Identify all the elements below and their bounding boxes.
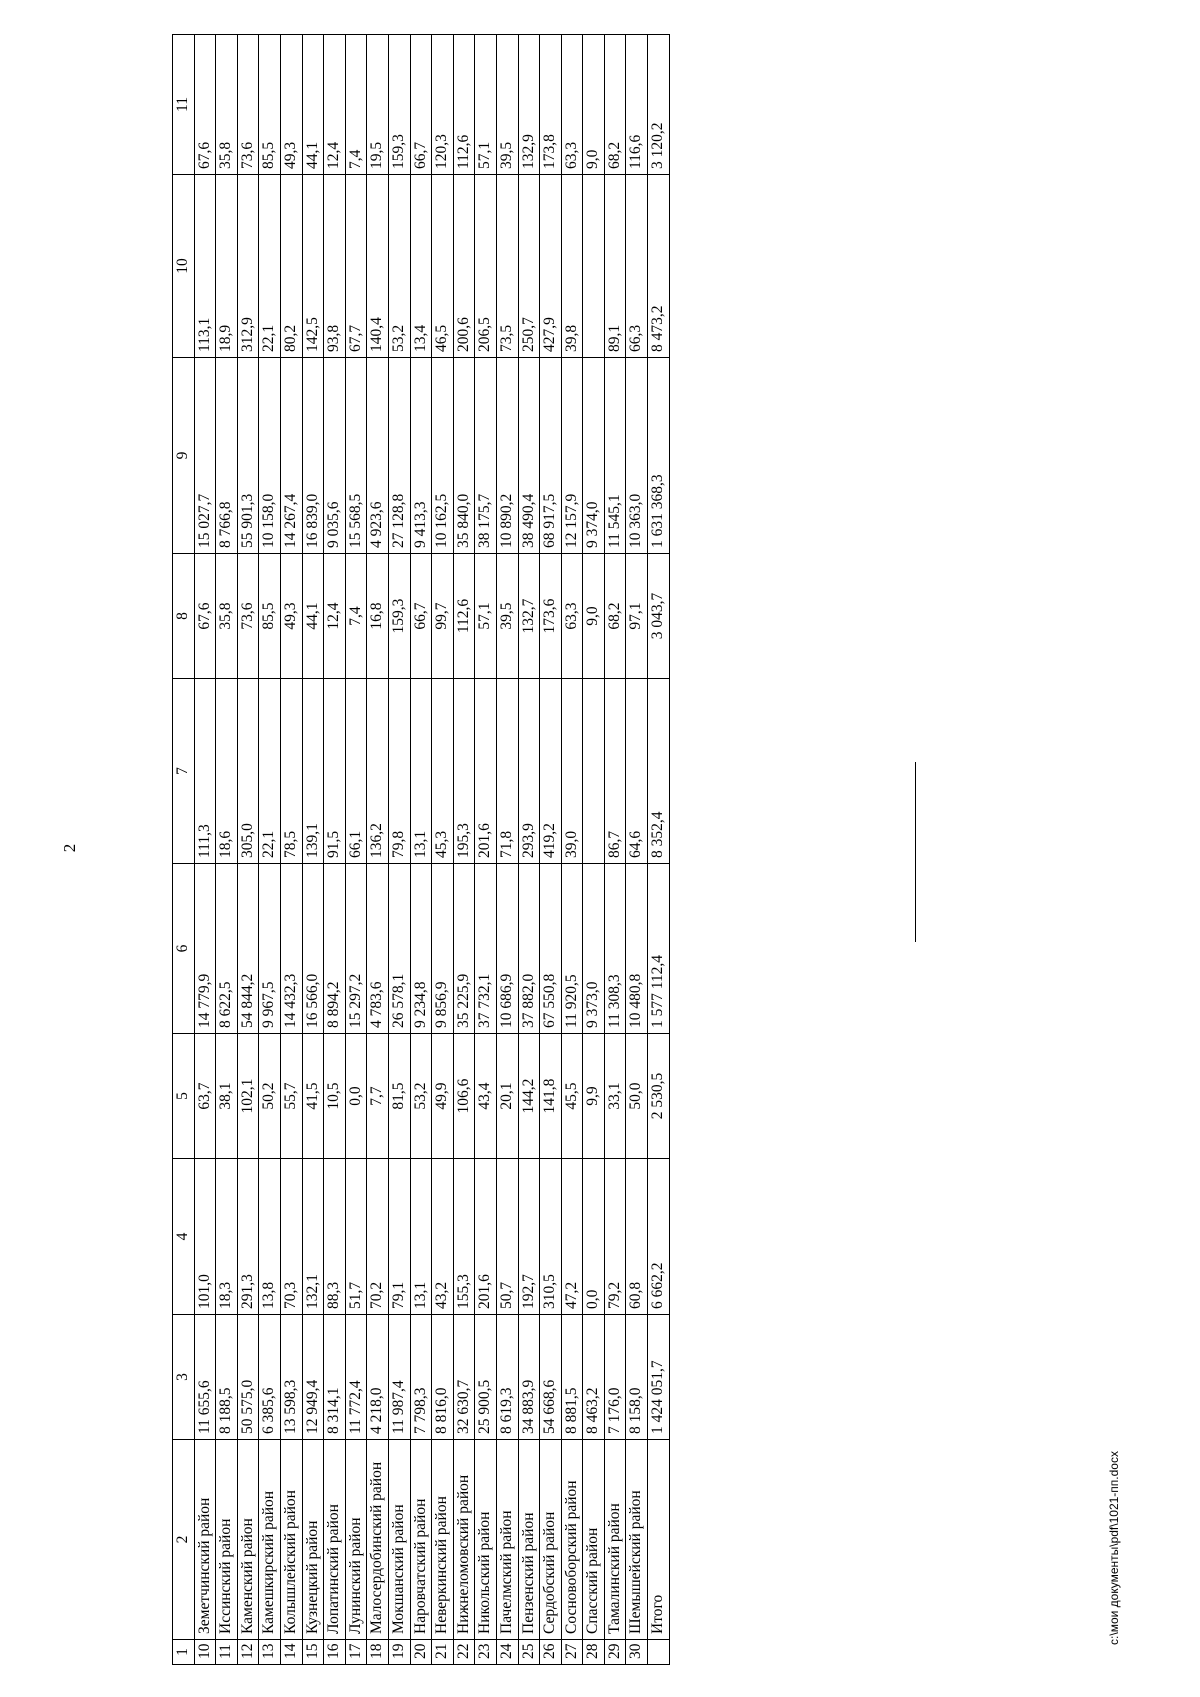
table-row [518,35,540,1665]
value-cell: 66,1 [345,679,367,864]
column-header: 7 [173,679,195,864]
value-cell: 60,8 [626,1159,648,1315]
value-cell: 201,6 [475,1159,497,1315]
column-header: 3 [173,1315,195,1440]
row-number-cell: 20 [410,1640,432,1665]
value-cell: 34 883,9 [518,1315,540,1440]
value-cell: 45,3 [432,679,454,864]
value-cell: 206,5 [475,175,497,358]
value-cell: 32 630,7 [453,1315,475,1440]
value-cell: 173,6 [540,554,562,679]
value-cell: 68 917,5 [540,358,562,554]
value-cell: 3 120,2 [648,35,670,175]
value-cell [583,679,605,864]
value-cell: 39,0 [561,679,583,864]
value-cell: 49,3 [280,35,302,175]
value-cell: 18,9 [216,175,238,358]
column-header: 6 [173,864,195,1034]
value-cell: 67 550,8 [540,864,562,1034]
value-cell: 79,2 [604,1159,626,1315]
value-cell: 86,7 [604,679,626,864]
table-row [367,35,389,1665]
table-row [237,35,259,1665]
table-row [345,35,367,1665]
value-cell: 132,7 [518,554,540,679]
value-cell: 78,5 [280,679,302,864]
value-cell: 26 578,1 [388,864,410,1034]
table-row [604,35,626,1665]
value-cell: 201,6 [475,679,497,864]
value-cell: 80,2 [280,175,302,358]
column-header: 1 [173,1640,195,1665]
value-cell: 8 188,5 [216,1315,238,1440]
row-number-cell: 21 [432,1640,454,1665]
value-cell: 11 545,1 [604,358,626,554]
value-cell: 13,1 [410,679,432,864]
row-number-cell: 10 [194,1640,216,1665]
value-cell: 144,2 [518,1034,540,1159]
value-cell: 112,6 [453,554,475,679]
value-cell: 66,7 [410,554,432,679]
table-row [475,35,497,1665]
value-cell: 35,8 [216,554,238,679]
value-cell: 16 566,0 [302,864,324,1034]
value-cell: 8 473,2 [648,175,670,358]
column-header: 5 [173,1034,195,1159]
row-number-cell: 15 [302,1640,324,1665]
value-cell: 312,9 [237,175,259,358]
value-cell: 39,5 [496,554,518,679]
district-name-cell: Сосновоборский район [561,1440,583,1640]
value-cell: 11 308,3 [604,864,626,1034]
table-row [540,35,562,1665]
value-cell: 93,8 [324,175,346,358]
value-cell: 45,5 [561,1034,583,1159]
district-name-cell: Мокшанский район [388,1440,410,1640]
value-cell: 22,1 [259,679,281,864]
value-cell: 47,2 [561,1159,583,1315]
data-table [172,34,670,1665]
value-cell: 9 373,0 [583,864,605,1034]
value-cell: 79,8 [388,679,410,864]
value-cell: 99,7 [432,554,454,679]
value-cell: 10 162,5 [432,358,454,554]
district-name-cell: Пачелмский район [496,1440,518,1640]
value-cell: 50 575,0 [237,1315,259,1440]
district-name-cell: Нижнеломовский район [453,1440,475,1640]
value-cell: 22,1 [259,175,281,358]
value-cell: 1 577 112,4 [648,864,670,1034]
value-cell: 11 772,4 [345,1315,367,1440]
value-cell: 7 176,0 [604,1315,626,1440]
district-name-cell: Тамалинский район [604,1440,626,1640]
table-row [216,35,238,1665]
district-name-cell: Колышлейский район [280,1440,302,1640]
value-cell: 57,1 [475,554,497,679]
value-cell: 1 424 051,7 [648,1315,670,1440]
value-cell: 10 686,9 [496,864,518,1034]
value-cell: 13,4 [410,175,432,358]
district-name-cell: Каменский район [237,1440,259,1640]
value-cell: 8 816,0 [432,1315,454,1440]
row-number-cell: 13 [259,1640,281,1665]
value-cell: 8 314,1 [324,1315,346,1440]
table-row [432,35,454,1665]
value-cell: 8 766,8 [216,358,238,554]
footnote-rule [915,762,916,942]
value-cell: 12 949,4 [302,1315,324,1440]
value-cell: 200,6 [453,175,475,358]
column-header: 11 [173,35,195,175]
column-header: 8 [173,554,195,679]
value-cell: 132,1 [302,1159,324,1315]
value-cell: 41,5 [302,1034,324,1159]
value-cell: 39,5 [496,35,518,175]
value-cell: 97,1 [626,554,648,679]
district-name-cell: Малосердобинский район [367,1440,389,1640]
value-cell: 293,9 [518,679,540,864]
row-number-cell: 11 [216,1640,238,1665]
value-cell: 8 619,3 [496,1315,518,1440]
value-cell: 7 798,3 [410,1315,432,1440]
value-cell: 38 175,7 [475,358,497,554]
value-cell: 12 157,9 [561,358,583,554]
value-cell: 49,9 [432,1034,454,1159]
district-name-cell: Шемышейский район [626,1440,648,1640]
value-cell: 38 490,4 [518,358,540,554]
value-cell: 8 894,2 [324,864,346,1034]
value-cell: 8 352,4 [648,679,670,864]
value-cell: 113,1 [194,175,216,358]
value-cell: 2 530,5 [648,1034,670,1159]
value-cell: 68,2 [604,554,626,679]
district-name-cell: Итого [648,1440,670,1640]
district-name-cell: Камешкирский район [259,1440,281,1640]
district-name-cell: Иссинский район [216,1440,238,1640]
value-cell [583,175,605,358]
value-cell: 39,8 [561,175,583,358]
row-number-cell: 28 [583,1640,605,1665]
district-name-cell: Лунинский район [345,1440,367,1640]
value-cell: 4 783,6 [367,864,389,1034]
row-number-cell: 27 [561,1640,583,1665]
value-cell: 33,1 [604,1034,626,1159]
value-cell: 51,7 [345,1159,367,1315]
value-cell: 67,7 [345,175,367,358]
row-number-cell: 19 [388,1640,410,1665]
value-cell: 63,3 [561,35,583,175]
value-cell: 10 158,0 [259,358,281,554]
district-name-cell: Кузнецкий район [302,1440,324,1640]
value-cell: 73,6 [237,35,259,175]
value-cell: 10,5 [324,1034,346,1159]
value-cell: 63,7 [194,1034,216,1159]
value-cell: 139,1 [302,679,324,864]
value-cell: 8 622,5 [216,864,238,1034]
district-name-cell: Лопатинский район [324,1440,346,1640]
row-number-cell: 22 [453,1640,475,1665]
value-cell: 15 297,2 [345,864,367,1034]
value-cell: 141,8 [540,1034,562,1159]
table-row [324,35,346,1665]
value-cell: 35 840,0 [453,358,475,554]
value-cell: 20,1 [496,1034,518,1159]
value-cell: 43,4 [475,1034,497,1159]
value-cell: 53,2 [388,175,410,358]
value-cell: 64,6 [626,679,648,864]
value-cell: 155,3 [453,1159,475,1315]
row-number-cell: 12 [237,1640,259,1665]
value-cell: 70,3 [280,1159,302,1315]
value-cell: 13,8 [259,1159,281,1315]
value-cell: 136,2 [367,679,389,864]
value-cell: 9,0 [583,35,605,175]
value-cell: 8 463,2 [583,1315,605,1440]
column-header: 4 [173,1159,195,1315]
row-number-cell: 29 [604,1640,626,1665]
value-cell: 9 035,6 [324,358,346,554]
value-cell: 25 900,5 [475,1315,497,1440]
column-header: 9 [173,358,195,554]
value-cell: 14 432,3 [280,864,302,1034]
value-cell: 9 413,3 [410,358,432,554]
value-cell: 46,5 [432,175,454,358]
value-cell: 49,3 [280,554,302,679]
value-cell: 16 839,0 [302,358,324,554]
value-cell: 6 662,2 [648,1159,670,1315]
value-cell: 13,1 [410,1159,432,1315]
value-cell: 140,4 [367,175,389,358]
value-cell: 305,0 [237,679,259,864]
value-cell: 50,0 [626,1034,648,1159]
value-cell: 11 655,6 [194,1315,216,1440]
value-cell: 91,5 [324,679,346,864]
value-cell: 54 668,6 [540,1315,562,1440]
value-cell: 50,2 [259,1034,281,1159]
value-cell: 35,8 [216,35,238,175]
value-cell: 73,5 [496,175,518,358]
district-name-cell: Сердобский район [540,1440,562,1640]
value-cell: 250,7 [518,175,540,358]
footer-file-path: c:\мои документы\pdf\1021-пп.docx [1107,1451,1121,1645]
district-name-cell: Земетчинский район [194,1440,216,1640]
table-row [280,35,302,1665]
district-name-cell: Пензенский район [518,1440,540,1640]
row-number-cell: 26 [540,1640,562,1665]
value-cell: 66,3 [626,175,648,358]
value-cell: 12,4 [324,554,346,679]
value-cell: 0,0 [583,1159,605,1315]
value-cell: 173,8 [540,35,562,175]
value-cell: 37 882,0 [518,864,540,1034]
value-cell: 70,2 [367,1159,389,1315]
value-cell: 18,6 [216,679,238,864]
value-cell: 19,5 [367,35,389,175]
table-row [626,35,648,1665]
value-cell: 142,5 [302,175,324,358]
value-cell: 79,1 [388,1159,410,1315]
value-cell: 120,3 [432,35,454,175]
value-cell: 38,1 [216,1034,238,1159]
table-total-row [648,35,670,1665]
value-cell: 159,3 [388,35,410,175]
value-cell: 0,0 [345,1034,367,1159]
value-cell: 88,3 [324,1159,346,1315]
value-cell: 1 631 368,3 [648,358,670,554]
value-cell: 18,3 [216,1159,238,1315]
value-cell: 310,5 [540,1159,562,1315]
district-name-cell: Никольский район [475,1440,497,1640]
value-cell: 13 598,3 [280,1315,302,1440]
value-cell: 102,1 [237,1034,259,1159]
value-cell: 6 385,6 [259,1315,281,1440]
table-row [410,35,432,1665]
table-header-row [173,35,195,1665]
value-cell: 85,5 [259,554,281,679]
value-cell: 27 128,8 [388,358,410,554]
value-cell: 427,9 [540,175,562,358]
data-table-container [172,35,670,1665]
table-row [453,35,475,1665]
value-cell: 111,3 [194,679,216,864]
value-cell: 9 967,5 [259,864,281,1034]
value-cell: 68,2 [604,35,626,175]
value-cell: 4 923,6 [367,358,389,554]
value-cell: 101,0 [194,1159,216,1315]
value-cell: 73,6 [237,554,259,679]
value-cell: 81,5 [388,1034,410,1159]
value-cell: 9,9 [583,1034,605,1159]
value-cell: 192,7 [518,1159,540,1315]
value-cell: 291,3 [237,1159,259,1315]
table-row [302,35,324,1665]
value-cell: 44,1 [302,554,324,679]
value-cell: 50,7 [496,1159,518,1315]
row-number-cell: 30 [626,1640,648,1665]
value-cell: 67,6 [194,554,216,679]
value-cell: 8 158,0 [626,1315,648,1440]
value-cell: 8 881,5 [561,1315,583,1440]
table-row [388,35,410,1665]
row-number-cell: 17 [345,1640,367,1665]
row-number-cell: 23 [475,1640,497,1665]
value-cell: 116,6 [626,35,648,175]
table-row [194,35,216,1665]
district-name-cell: Спасский район [583,1440,605,1640]
table-row [259,35,281,1665]
value-cell: 106,6 [453,1034,475,1159]
row-number-cell: 24 [496,1640,518,1665]
value-cell: 55,7 [280,1034,302,1159]
value-cell: 3 043,7 [648,554,670,679]
row-number-cell: 25 [518,1640,540,1665]
value-cell: 37 732,1 [475,864,497,1034]
value-cell: 15 568,5 [345,358,367,554]
value-cell: 66,7 [410,35,432,175]
value-cell: 11 920,5 [561,864,583,1034]
value-cell: 14 267,4 [280,358,302,554]
value-cell: 12,4 [324,35,346,175]
value-cell: 159,3 [388,554,410,679]
district-name-cell: Неверкинский район [432,1440,454,1640]
table-body [194,35,669,1665]
district-name-cell: Наровчатский район [410,1440,432,1640]
value-cell: 55 901,3 [237,358,259,554]
value-cell: 16,8 [367,554,389,679]
value-cell: 11 987,4 [388,1315,410,1440]
value-cell: 15 027,7 [194,358,216,554]
value-cell: 9 234,8 [410,864,432,1034]
column-header: 2 [173,1440,195,1640]
value-cell: 10 480,8 [626,864,648,1034]
value-cell: 71,8 [496,679,518,864]
value-cell: 7,4 [345,554,367,679]
value-cell: 132,9 [518,35,540,175]
value-cell: 63,3 [561,554,583,679]
value-cell: 44,1 [302,35,324,175]
value-cell: 10 363,0 [626,358,648,554]
value-cell: 195,3 [453,679,475,864]
value-cell: 89,1 [604,175,626,358]
column-header: 10 [173,175,195,358]
value-cell: 4 218,0 [367,1315,389,1440]
table-row [583,35,605,1665]
value-cell: 57,1 [475,35,497,175]
value-cell: 85,5 [259,35,281,175]
value-cell: 112,6 [453,35,475,175]
row-number-cell: 14 [280,1640,302,1665]
value-cell: 7,7 [367,1034,389,1159]
table-row [496,35,518,1665]
value-cell: 7,4 [345,35,367,175]
table-row [561,35,583,1665]
value-cell: 43,2 [432,1159,454,1315]
value-cell: 9 856,9 [432,864,454,1034]
row-number-cell [648,1640,670,1665]
value-cell: 67,6 [194,35,216,175]
value-cell: 10 890,2 [496,358,518,554]
row-number-cell: 18 [367,1640,389,1665]
value-cell: 419,2 [540,679,562,864]
page-number: 2 [60,843,79,853]
value-cell: 54 844,2 [237,864,259,1034]
value-cell: 53,2 [410,1034,432,1159]
value-cell: 9 374,0 [583,358,605,554]
value-cell: 9,0 [583,554,605,679]
row-number-cell: 16 [324,1640,346,1665]
value-cell: 14 779,9 [194,864,216,1034]
value-cell: 35 225,9 [453,864,475,1034]
